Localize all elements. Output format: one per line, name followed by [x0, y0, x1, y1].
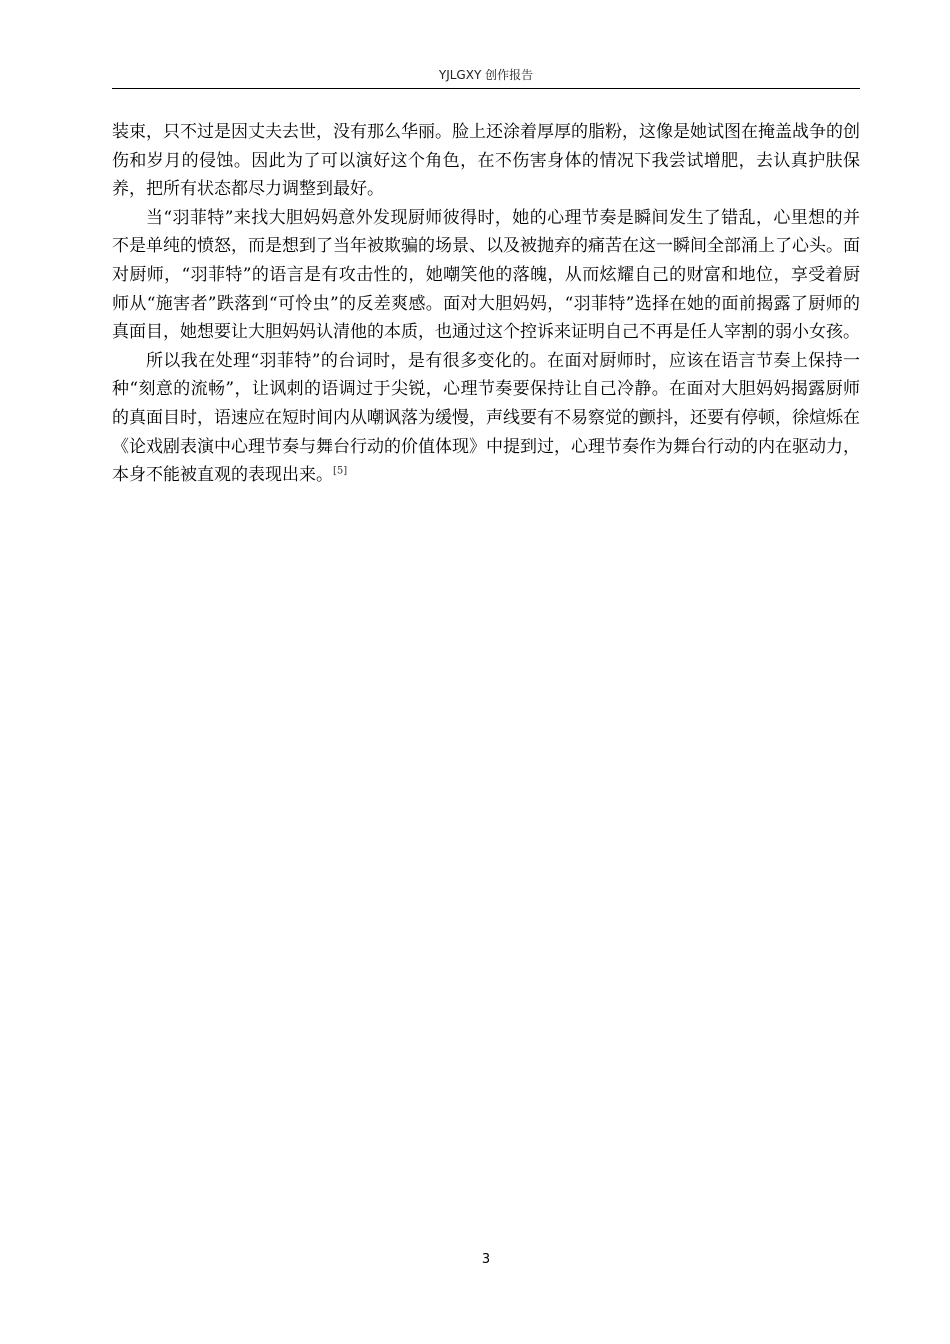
header-divider: [112, 88, 860, 89]
page-header: YJLGXY 创作报告: [438, 68, 534, 82]
paragraph-3: [112, 347, 860, 490]
paragraph-continuation: 装束，只不过是因丈夫去世，没有那么华丽。脸上还涂着厚厚的脂粉，这像是她试图在掩盖战争的创伤和岁月的侵蚀。因此为了可以演好这个角色，在不伤害身体的情况下我尝试增肥，去认真护肤保养，把所有状态都尽力调整到最好。: [112, 122, 860, 200]
paragraph-3-text: 所以我在处理“羽菲特”的台词时，是有很多变化的。在面对厨师时，应该在语言节奏上保持一种“刻意的流畅”，让讽刺的语调过于尖锐，心理节奏要保持让自己冷静。在面对大胆妈妈揭露厨师的真面目时，语速应在短时间内从嘲讽落为缓慢，声线要有不易察觉的颤抖，还要有停顿，徐煊烁在《论戏剧表演中心理节奏与舞台行动的价值体现》中提到过，心理节奏作为舞台行动的内在驱动力，本身不能被直观的表现出来。: [112, 350, 860, 486]
page-number: 3: [481, 1252, 491, 1267]
document-body: [112, 118, 860, 490]
paragraph-2: 当“羽菲特”来找大胆妈妈意外发现厨师彼得时，她的心理节奏是瞬间发生了错乱，心里想的并不是单纯的愤怒，而是想到了当年被欺骗的场景、以及被抛弃的痛苦在这一瞬间全部涌上了心头。面对厨师，“羽菲特”的语言是有攻击性的，她嘲笑他的落魄，从而炫耀自己的财富和地位，享受着厨师从“施害者”跌落到“可怜虫”的反差爽感。面对大胆妈妈，“羽菲特”选择在她的面前揭露了厨师的真面目，她想要让大胆妈妈认清他的本质，也通过这个控诉来证明自己不再是任人宰割的弱小女孩。: [112, 207, 860, 343]
citation-marker: [5]: [333, 465, 348, 477]
